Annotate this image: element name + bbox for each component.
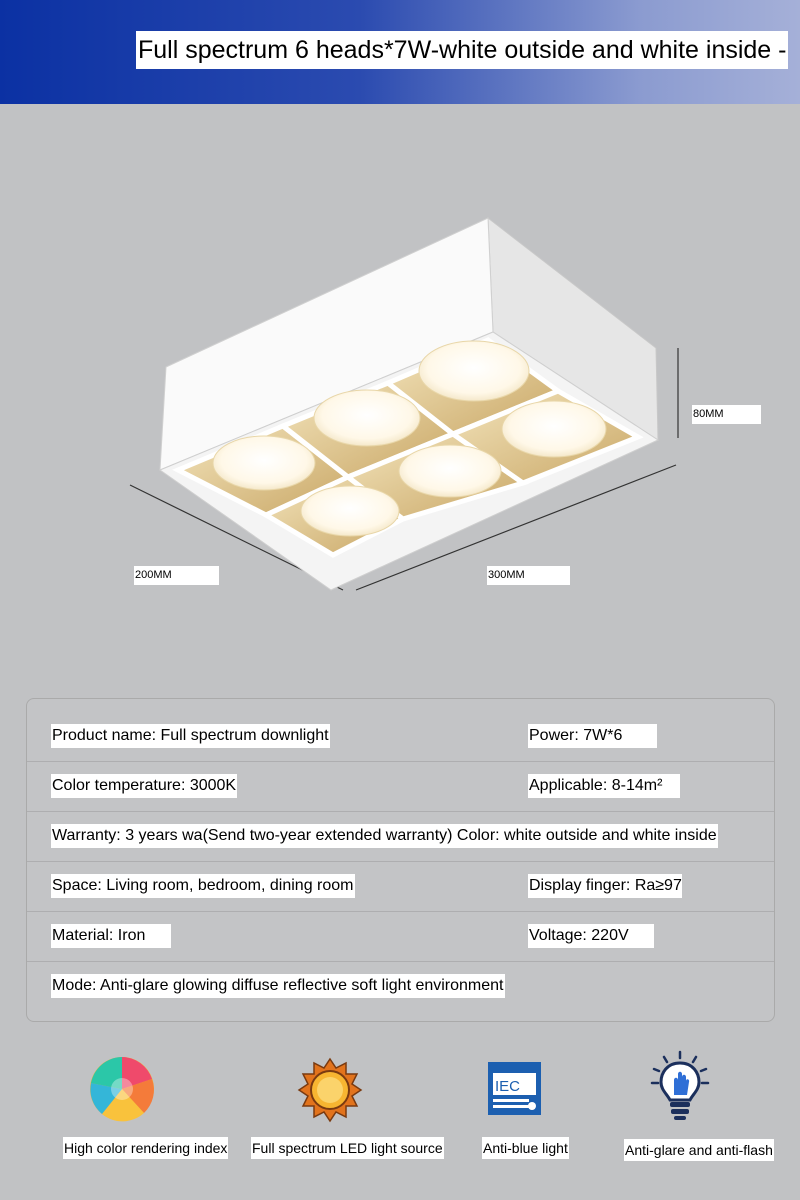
spec-voltage: Voltage: 220V: [528, 924, 654, 948]
spec-power: Power: 7W*6: [528, 724, 657, 748]
feature-row: [0, 1040, 800, 1200]
table-row: [27, 811, 774, 862]
feature-label-anti-glare: Anti-glare and anti-flash: [624, 1139, 774, 1161]
table-row: [27, 761, 774, 812]
iec-certificate-icon: [487, 1061, 542, 1116]
lamp-head: [314, 390, 420, 446]
header-banner: [0, 0, 800, 104]
spec-mode: Mode: Anti-glare glowing diffuse reflective soft light environment: [51, 974, 505, 998]
product-illustration: [128, 215, 680, 595]
lamp-head: [419, 341, 529, 401]
feature-label-full-spectrum: Full spectrum LED light source: [251, 1137, 444, 1159]
depth-dimension-label: 200MM: [134, 566, 219, 585]
height-dimension-label: 80MM: [692, 405, 761, 424]
spec-material: Material: Iron: [51, 924, 171, 948]
feature-label-color-rendering: High color rendering index: [63, 1137, 228, 1159]
iec-text: IEC: [495, 1078, 521, 1095]
lightbulb-hand-icon: [649, 1050, 711, 1122]
lamp-head: [502, 401, 606, 457]
spec-applicable-area: Applicable: 8-14m²: [528, 774, 680, 798]
sun-icon: [297, 1057, 363, 1123]
page-title: Full spectrum 6 heads*7W-white outside and white inside -: [136, 31, 788, 69]
spec-display-finger: Display finger: Ra≥97: [528, 874, 682, 898]
spec-color-temperature: Color temperature: 3000K: [51, 774, 237, 798]
lamp-head: [399, 445, 501, 497]
spec-table: [26, 698, 775, 1022]
spec-space: Space: Living room, bedroom, dining room: [51, 874, 355, 898]
color-wheel-icon: [88, 1055, 156, 1123]
spec-product-name: Product name: Full spectrum downlight: [51, 724, 330, 748]
feature-label-anti-blue: Anti-blue light: [482, 1137, 569, 1159]
lamp-head: [301, 486, 399, 536]
table-row: [27, 911, 774, 962]
table-row: [27, 711, 774, 762]
table-row: [27, 861, 774, 912]
spec-warranty-color: Warranty: 3 years wa(Send two-year extended warranty) Color: white outside and white inside: [51, 824, 718, 848]
width-dimension-label: 300MM: [487, 566, 570, 585]
lamp-head: [213, 436, 315, 490]
table-row: [27, 961, 774, 1011]
